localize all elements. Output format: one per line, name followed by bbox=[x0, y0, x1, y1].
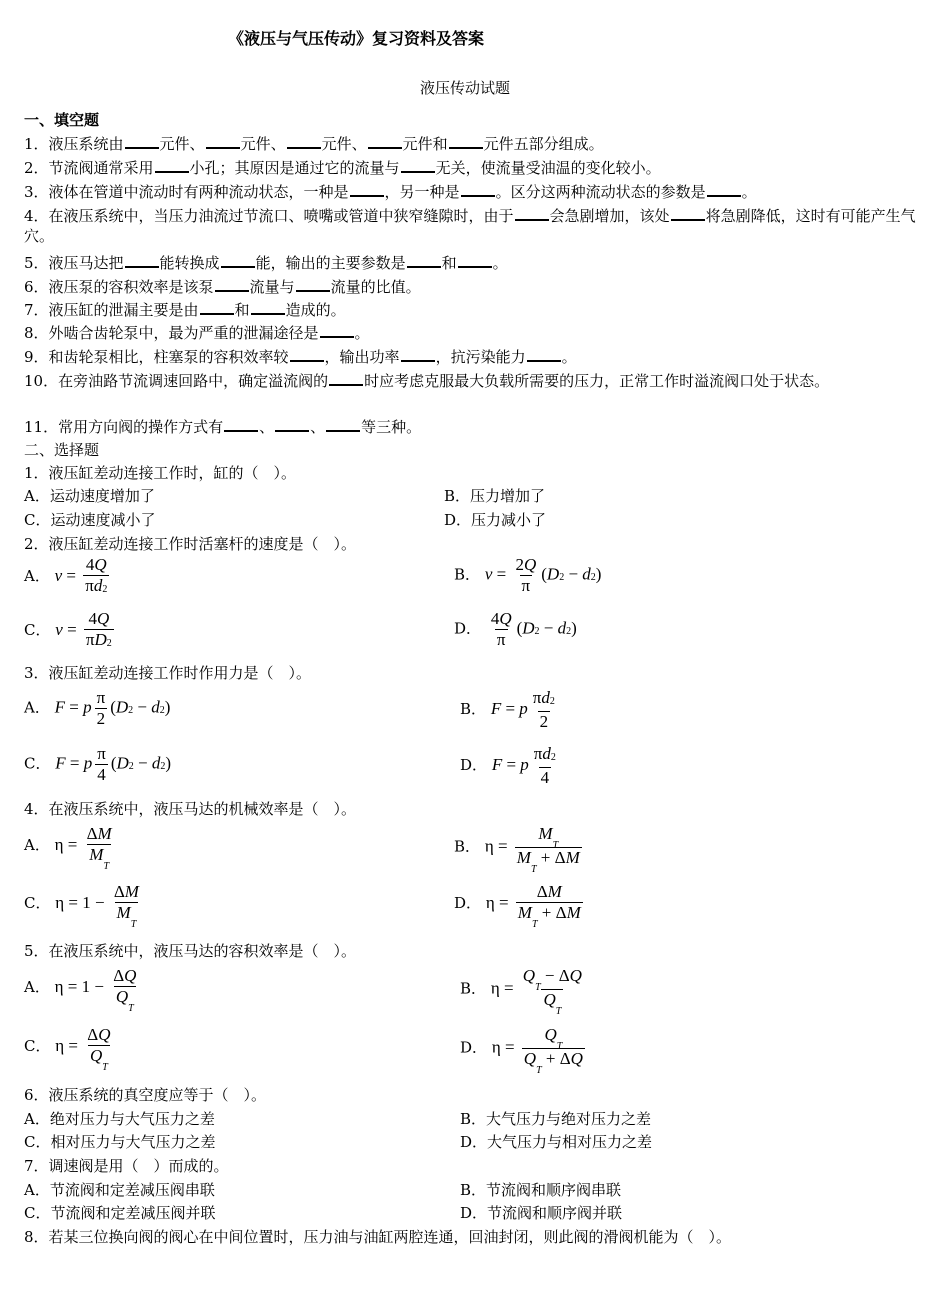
choice-1-option-c: C．运动速度减小了 bbox=[24, 511, 156, 529]
fill-question-11: 11．常用方向阀的操作方式有 、 、 等三种。 bbox=[24, 418, 422, 436]
choice-2-option-d: D． $\frac{4Q}{\pi}$ (D2 − d2) bbox=[454, 609, 577, 649]
choice-1-option-a: A．运动速度增加了 bbox=[24, 487, 155, 505]
fill-question-1: 1．液压系统由 元件、 元件、 元件、 元件和 元件五部分组成。 bbox=[24, 135, 604, 153]
choice-4-option-d: D． η = $\frac{\Delta M}{M_T + \Delta M}$ bbox=[454, 882, 581, 930]
choice-4-option-b: B． η = $\frac{M_T}{M_T + \Delta M}$ bbox=[454, 824, 580, 875]
document-title: 《液压与气压传动》复习资料及答案 bbox=[228, 29, 485, 48]
section-choice-heading: 二、选择题 bbox=[24, 441, 100, 459]
choice-5-option-a: A． η = 1 − $\frac{\Delta Q}{Q_T}$ bbox=[24, 966, 137, 1014]
choice-1-option-d: D．压力减小了 bbox=[444, 511, 547, 529]
choice-question-3: 3．液压缸差动连接工作时作用力是（ ）。 bbox=[24, 664, 312, 682]
document-subtitle: 液压传动试题 bbox=[420, 79, 511, 97]
choice-7-option-b: B．节流阀和顺序阀串联 bbox=[460, 1181, 622, 1199]
choice-3-option-a: A． F = p $\frac{\pi}{2}$ (D2 − d2) bbox=[24, 688, 171, 728]
fill-question-8: 8．外啮合齿轮泵中，最为严重的泄漏途径是 。 bbox=[24, 324, 370, 342]
choice-question-8: 8．若某三位换向阀的阀心在中间位置时，压力油与油缸两腔连通，回油封闭，则此阀的滑阀机能为（ ）。 bbox=[24, 1228, 732, 1246]
choice-4-option-a: A． η = $\frac{\Delta M}{M_T}$ bbox=[24, 824, 112, 872]
fill-question-10: 10．在旁油路节流调速回路中，确定溢流阀的 时应考虑克服最大负载所需要的压力，正常工作时溢流阀口处于状态。 bbox=[24, 372, 830, 390]
choice-7-option-d: D．节流阀和顺序阀并联 bbox=[460, 1204, 623, 1222]
section-fill-heading: 一、填空题 bbox=[24, 111, 100, 129]
choice-6-option-a: A．绝对压力与大气压力之差 bbox=[24, 1110, 215, 1128]
choice-7-option-c: C．节流阀和定差减压阀并联 bbox=[24, 1204, 216, 1222]
choice-6-option-b: B．大气压力与绝对压力之差 bbox=[460, 1110, 652, 1128]
choice-question-6: 6．液压系统的真空度应等于（ ）。 bbox=[24, 1086, 267, 1104]
choice-2-option-b: B． v = $\frac{2Q}{\pi}$ (D2 − d2) bbox=[454, 555, 602, 595]
fill-question-3: 3．液体在管道中流动时有两种流动状态，一种是 ，另一种是 。区分这两种流动状态的参数是 。 bbox=[24, 183, 757, 201]
choice-3-option-b: B． F = p $\frac{\pi d2}{2}$ bbox=[460, 688, 555, 731]
choice-question-4: 4．在液压系统中，液压马达的机械效率是（ ）。 bbox=[24, 800, 357, 818]
choice-3-option-c: C． F = p $\frac{\pi}{4}$ (D2 − d2) bbox=[24, 744, 172, 784]
choice-2-option-a: A． v = $\frac{4Q}{\pi d2}$ bbox=[24, 555, 112, 599]
choice-2-option-c: C． v = $\frac{4Q}{\pi D2}$ bbox=[24, 609, 117, 653]
choice-4-option-c: C． η = 1 − $\frac{\Delta M}{M_T}$ bbox=[24, 882, 139, 930]
fill-question-7: 7．液压缸的泄漏主要是由 和 造成的。 bbox=[24, 301, 346, 319]
choice-7-option-a: A．节流阀和定差减压阀串联 bbox=[24, 1181, 215, 1199]
choice-question-2: 2．液压缸差动连接工作时活塞杆的速度是（ ）。 bbox=[24, 535, 357, 553]
choice-question-1: 1．液压缸差动连接工作时，缸的（ ）。 bbox=[24, 464, 297, 482]
choice-6-option-d: D．大气压力与相对压力之差 bbox=[460, 1133, 653, 1151]
choice-3-option-d: D． F = p $\frac{\pi d2}{4}$ bbox=[460, 744, 556, 787]
choice-question-5: 5．在液压系统中，液压马达的容积效率是（ ）。 bbox=[24, 942, 357, 960]
choice-5-option-d: D． η = $\frac{Q_T}{Q_T + \Delta Q}$ bbox=[460, 1025, 583, 1076]
fill-question-2: 2．节流阀通常采用 小孔；其原因是通过它的流量与 无关，使流量受油温的变化较小。 bbox=[24, 159, 661, 177]
choice-question-7: 7．调速阀是用（ ）而成的。 bbox=[24, 1157, 229, 1175]
choice-6-option-c: C．相对压力与大气压力之差 bbox=[24, 1133, 216, 1151]
choice-5-option-c: C． η = $\frac{\Delta Q}{Q_T}$ bbox=[24, 1025, 111, 1073]
choice-5-option-b: B． η = $\frac{Q_T - \Delta Q}{Q_T}$ bbox=[460, 966, 582, 1017]
fill-question-5: 5．液压马达把 能转换成 能，输出的主要参数是 和 。 bbox=[24, 254, 508, 272]
fill-question-9: 9．和齿轮泵相比，柱塞泵的容积效率较 ，输出功率 ，抗污染能力 。 bbox=[24, 348, 577, 366]
fill-question-4: 4．在液压系统中，当压力油流过节流口、喷嘴或管道中狭窄缝隙时，由于 会急剧增加，该处 将急剧降低，这时有可能产生气穴。 bbox=[24, 207, 916, 245]
choice-1-option-b: B．压力增加了 bbox=[444, 487, 546, 505]
fill-question-6: 6．液压泵的容积效率是该泵 流量与 流量的比值。 bbox=[24, 278, 421, 296]
